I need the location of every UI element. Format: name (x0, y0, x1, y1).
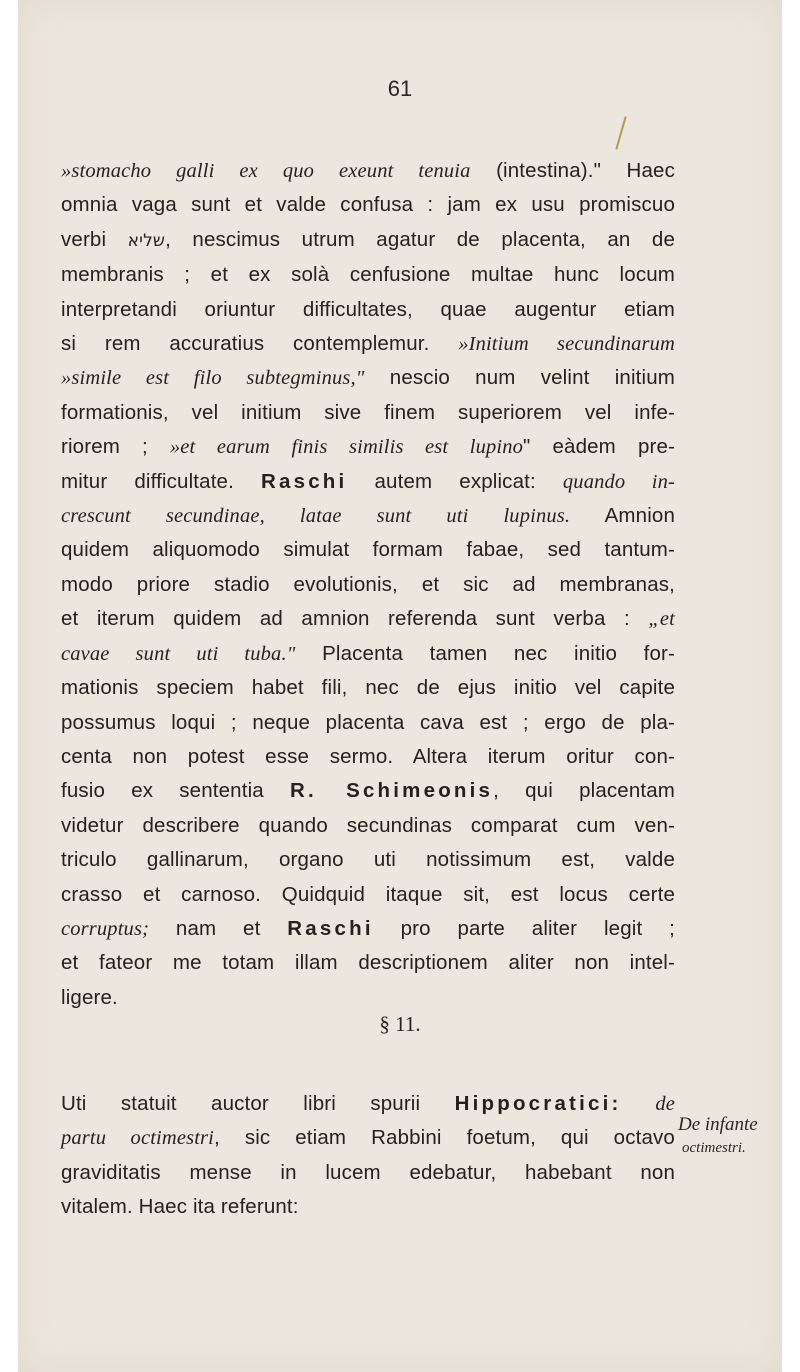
text-line (61, 946, 675, 980)
text-run: ligere. (61, 985, 118, 1009)
text-run: »simile est filo subtegminus," (61, 367, 365, 390)
text-line (61, 843, 675, 877)
text-run: crasso et carnoso. Quidquid itaque sit, est locus certe (61, 882, 675, 906)
text-run: , qui placentam (493, 779, 676, 803)
text-line (61, 602, 675, 636)
text-run: possumus loqui ; neque placenta cava est ; ergo de pla- (61, 710, 675, 734)
text-line (61, 740, 675, 774)
text-run: , nescimus utrum agatur de placenta, an de (165, 227, 675, 251)
text-line (61, 1121, 675, 1155)
text-run: „et (648, 608, 675, 631)
text-line (61, 1087, 675, 1121)
text-run: triculo gallinarum, organo uti notissimum est, valde (61, 848, 675, 872)
text-line (61, 706, 675, 740)
text-line (61, 223, 675, 258)
text-run: cavae sunt uti tuba." (61, 642, 296, 665)
text-run: Amnion (570, 504, 675, 528)
margin-note (674, 1112, 782, 1158)
text-line (61, 499, 675, 533)
text-line (61, 361, 675, 395)
text-line (61, 981, 675, 1015)
text-run: si rem accuratius contemplemur. (61, 332, 459, 356)
text-run: crescunt secundinae, latae sunt uti lupinus. (61, 505, 571, 528)
text-run: de (621, 1093, 675, 1115)
margin-note-line: De infante (678, 1114, 758, 1135)
text-run: videtur describere quando secundinas comparat cum ven- (61, 813, 675, 837)
text-run: »Initium secundinarum (458, 333, 675, 356)
text-run: centa non potest esse sermo. Altera iterum oritur con- (61, 744, 675, 768)
section-heading: § 11. (379, 1012, 421, 1036)
text-run: quidem aliquomodo simulat formam fabae, sed tantum- (61, 538, 675, 562)
text-line (61, 188, 675, 222)
text-line (61, 878, 675, 912)
main-paragraph (61, 154, 675, 1015)
text-run: riorem ; (61, 435, 170, 459)
spaced-name: Raschi (287, 916, 374, 940)
text-run: (intestina)." Haec (470, 159, 675, 182)
text-line (61, 533, 675, 567)
text-line (61, 809, 675, 843)
text-run: interpretandi oriuntur difficultates, quae augentur etiam (61, 297, 675, 321)
margin-note-line: octimestri. (682, 1140, 746, 1156)
text-run: pro parte aliter legit ; (373, 916, 675, 940)
text-run: mationis speciem habet fili, nec de ejus initio vel capite (61, 676, 675, 700)
text-run: modo priore stadio evolutionis, et sic ad membranas, (61, 572, 675, 596)
text-run: et fateor me totam illam descriptionem aliter non intel- (61, 951, 675, 975)
page-number: 61 (387, 76, 413, 101)
text-line (61, 154, 675, 188)
text-run: formationis, vel initium sive finem superiorem vel infe- (61, 400, 675, 424)
text-line (61, 430, 675, 464)
pencil-mark (615, 116, 626, 149)
text-line (61, 465, 675, 499)
hebrew-word: שליא (127, 230, 166, 251)
section-paragraph (61, 1087, 675, 1225)
text-line (61, 1156, 675, 1190)
text-line (61, 671, 675, 705)
text-line (61, 774, 675, 808)
text-line (61, 568, 675, 602)
text-run: omnia vaga sunt et valde confusa : jam ex usu promiscuo (61, 193, 675, 217)
text-run: Placenta tamen nec initio for- (295, 641, 675, 665)
text-line (61, 912, 675, 946)
text-run: partu octimestri (61, 1127, 215, 1150)
text-run: vitalem. Haec ita referunt: (61, 1195, 299, 1219)
text-run: mitur difficultate. (61, 469, 261, 493)
text-run: , sic etiam Rabbini foetum, qui octavo (214, 1126, 675, 1150)
text-run: fusio ex sententia (61, 779, 290, 803)
spaced-name: Raschi (261, 469, 348, 493)
spaced-name: R. Schimeonis (289, 779, 494, 803)
text-run: verbi (61, 227, 128, 251)
text-line (61, 1190, 675, 1224)
text-run: membranis ; et ex solà cenfusione multae hunc locum (61, 263, 675, 287)
text-run: nam et (149, 916, 288, 940)
text-line (61, 396, 675, 430)
text-line (61, 293, 675, 327)
text-run: »stomacho galli ex quo exeunt tenuia (61, 160, 471, 182)
text-run: nescio num velint initium (364, 366, 676, 390)
text-run: corruptus; (61, 917, 150, 940)
spaced-name: Hippocratici: (454, 1092, 622, 1115)
text-run: autem explicat: (347, 469, 563, 493)
book-page (18, 0, 782, 1372)
text-line (61, 637, 675, 671)
text-run: »et earum finis similis est lupino (169, 436, 524, 459)
text-line (61, 258, 675, 292)
text-run: et iterum quidem ad amnion referenda sunt verba : (61, 607, 649, 631)
text-run: Uti statuit auctor libri spurii (61, 1092, 455, 1115)
text-run: graviditatis mense in lucem edebatur, habebant non (61, 1160, 675, 1184)
text-run: " eàdem pre- (523, 435, 675, 459)
text-line (61, 327, 675, 361)
text-run: quando in- (562, 470, 675, 493)
